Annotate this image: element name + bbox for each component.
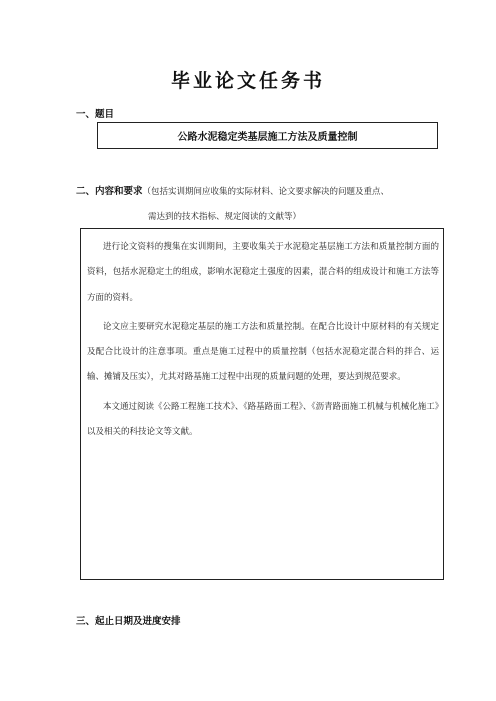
topic-box (97, 122, 438, 149)
section-content-note-line1: （包括实训期间应收集的实际材料、论文要求解决的问题及重点、 (142, 187, 390, 197)
document-title: 毕业论文任务书 (170, 70, 325, 92)
section-content-note-line2: 需达到的技术指标、规定阅读的文献等） (148, 212, 302, 222)
topic-text: 公路水泥稳定类基层施工方法及质量控制 (177, 132, 358, 143)
content-paragraph-2: 论文应主要研究水泥稳定基层的施工方法和质量控制。在配合比设计中原材料的有关规定及配合比设计的注意事项。重点是施工过程中的质量控制（包括水泥稳定混合料的拌合、运输、摊铺及压实），尤其对路基施工过程中出现的质量问题的处理，要达到规范要求。 (87, 321, 439, 383)
section-content-heading (76, 183, 389, 197)
section-content-label: 二、内容和要求 (76, 186, 143, 197)
content-box (80, 228, 444, 580)
content-paragraph-1: 进行论文资料的搜集在实训期间，主要收集关于水泥稳定基层施工方法和质量控制方面的资料，包括水泥稳定土的组成，影响水泥稳定土强度的因素，混合料的组成设计和施工方法等方面的资料。 (87, 242, 439, 303)
content-paragraph-3: 本文通过阅读《公路工程施工技术》、《路基路面工程》、《沥青路面施工机械与机械化施工》以及相关的科技论文等文献。 (87, 401, 439, 438)
section-schedule-heading: 三、起止日期及进度安排 (76, 616, 181, 627)
section-topic-heading: 一、题目 (76, 109, 115, 120)
